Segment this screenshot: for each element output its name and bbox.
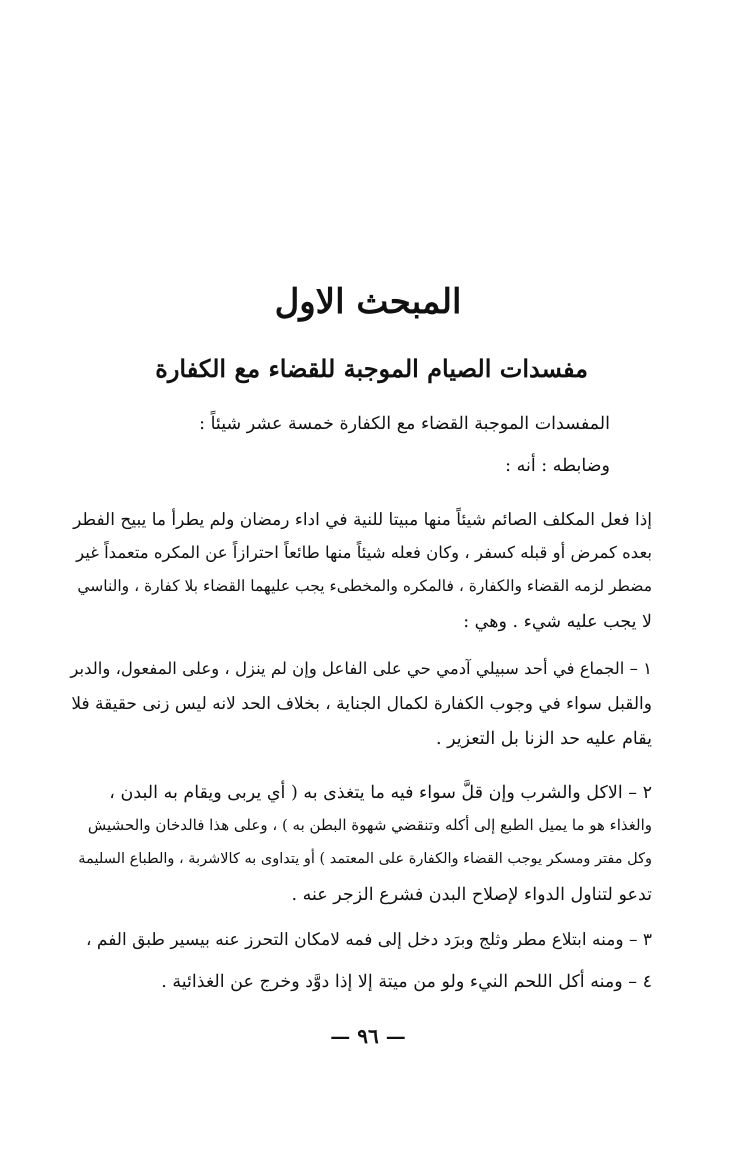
- item-2-line: والغذاء هو ما يميل الطبع إلى أكله وتنقضي شهوة البطن به ) ، وعلى هذا فالدخان والحشيش: [87, 816, 652, 834]
- item-4-line: ٤ – ومنه أكل اللحم النيء ولو من ميتة إلا إذا دوَّد وخرج عن الغذائية .: [161, 972, 652, 992]
- paragraph-line: بعده كمرض أو قبله كسفر ، وكان فعله شيئاً منها طائعاً احترازاً عن المكره متعمداً غير: [76, 543, 652, 562]
- section-title: المبحث الاول: [274, 282, 462, 322]
- item-1-line: يقام عليه حد الزنا بل التعزير .: [435, 729, 652, 749]
- item-3-line: ٣ – ومنه ابتلاع مطر وثلج وبرَد دخل إلى فمه لامكان التحرز عنه بيسير طبق الفم ،: [85, 930, 652, 950]
- section-subtitle: مفسدات الصيام الموجبة للقضاء مع الكفارة: [155, 354, 588, 383]
- item-2-line: تدعو لتناول الدواء لإصلاح البدن فشرع الزجر عنه .: [291, 885, 652, 905]
- page-number: — ٩٦ —: [330, 1024, 406, 1048]
- intro-line: وضابطه : أنه :: [505, 456, 610, 476]
- item-1-line: ١ – الجماع في أحد سبيلي آدمي حي على الفاعل وإن لم ينزل ، وعلى المفعول، والدبر: [70, 659, 652, 678]
- item-2-line: وكل مفتر ومسكر يوجب القضاء والكفارة على المعتمد ) أو يتداوى به كالاشربة ، والطباع السليمة: [78, 851, 652, 867]
- item-2-line: ٢ – الاكل والشرب وإن قلَّ سواء فيه ما يتغذى به ( أي يربى ويقام به البدن ،: [109, 783, 652, 803]
- item-1-line: والقبل سواء في وجوب الكفارة لكمال الجناية ، بخلاف الحد لانه ليس زنى حقيقة فلا: [71, 694, 652, 714]
- paragraph-line: مضطر لزمه القضاء والكفارة ، فالمكره والمخطىء يجب عليهما القضاء بلا كفارة ، والناسي: [77, 577, 652, 595]
- paragraph-line: إذا فعل المكلف الصائم شيئاً منها مبيتا للنية في اداء رمضان ولم يطرأ ما يبيح الفطر: [73, 510, 652, 530]
- paragraph-line: لا يجب عليه شيء . وهي :: [463, 612, 652, 632]
- intro-line: المفسدات الموجبة القضاء مع الكفارة خمسة عشر شيئاً :: [199, 414, 610, 434]
